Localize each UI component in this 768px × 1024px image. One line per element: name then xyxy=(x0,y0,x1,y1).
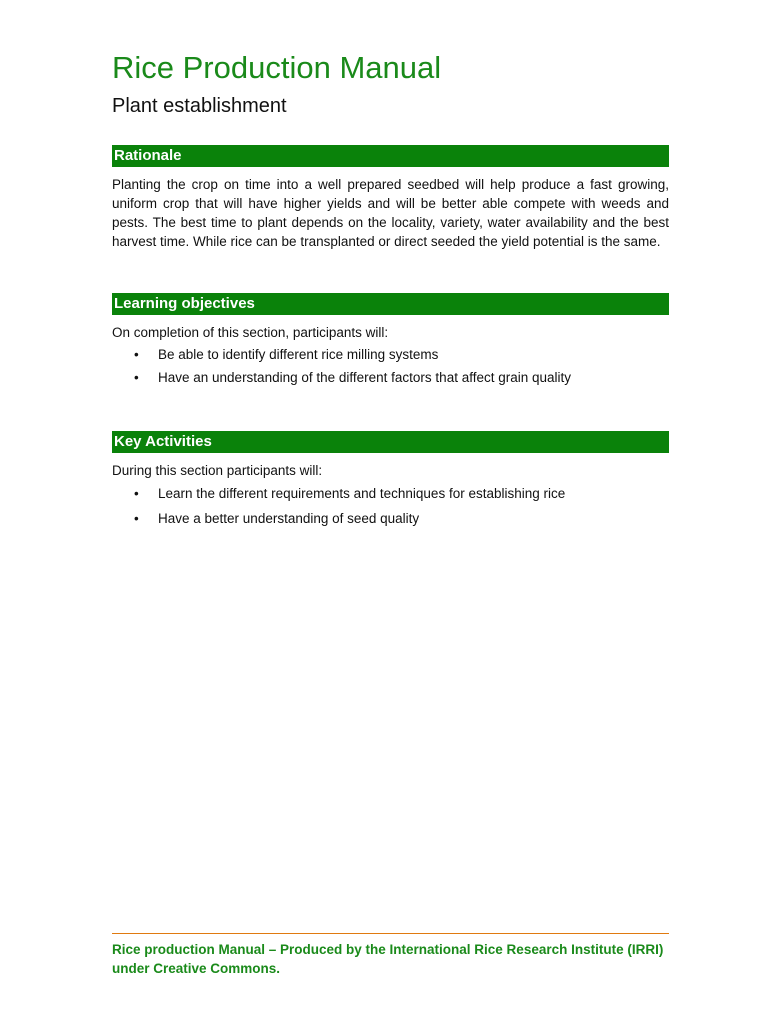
footer-divider xyxy=(112,933,669,934)
section-heading-rationale: Rationale xyxy=(112,145,669,167)
footer-credit: Rice production Manual – Produced by the International Rice Research Institute (IRRI) under Creative Commons. xyxy=(112,942,664,976)
list-item-text: Be able to identify different rice milling systems xyxy=(158,347,439,362)
list-item xyxy=(112,368,669,391)
list-item xyxy=(112,509,669,532)
section-heading-learning-objectives: Learning objectives xyxy=(112,293,669,315)
document-title: Rice Production Manual xyxy=(112,50,442,85)
list-item xyxy=(112,345,669,368)
learning-objectives-intro: On completion of this section, participants will: xyxy=(112,325,389,340)
document-subtitle: Plant establishment xyxy=(112,95,287,117)
bullet-dot-icon: • xyxy=(134,347,139,362)
bullet-dot-icon: • xyxy=(134,486,139,501)
list-item xyxy=(112,484,669,507)
learning-objectives-list xyxy=(112,345,669,391)
bullet-dot-icon: • xyxy=(134,370,139,385)
list-item-text: Learn the different requirements and techniques for establishing rice xyxy=(158,486,566,501)
key-activities-list xyxy=(112,484,669,532)
section-heading-key-activities: Key Activities xyxy=(112,431,669,453)
key-activities-intro: During this section participants will: xyxy=(112,463,323,478)
list-item-text: Have a better understanding of seed quality xyxy=(158,511,420,526)
rationale-paragraph: Planting the crop on time into a well prepared seedbed will help produce a fast growing, uniform crop that will have higher yields and will be better able compete with weeds and pests. The best time to plant depends on the locality, variety, water availability and the best harvest time. While rice can be transplanted or direct seeded the yield potential is the same. xyxy=(112,177,669,249)
list-item-text: Have an understanding of the different factors that affect grain quality xyxy=(158,370,572,385)
document-page xyxy=(112,0,669,1024)
bullet-dot-icon: • xyxy=(134,511,139,526)
